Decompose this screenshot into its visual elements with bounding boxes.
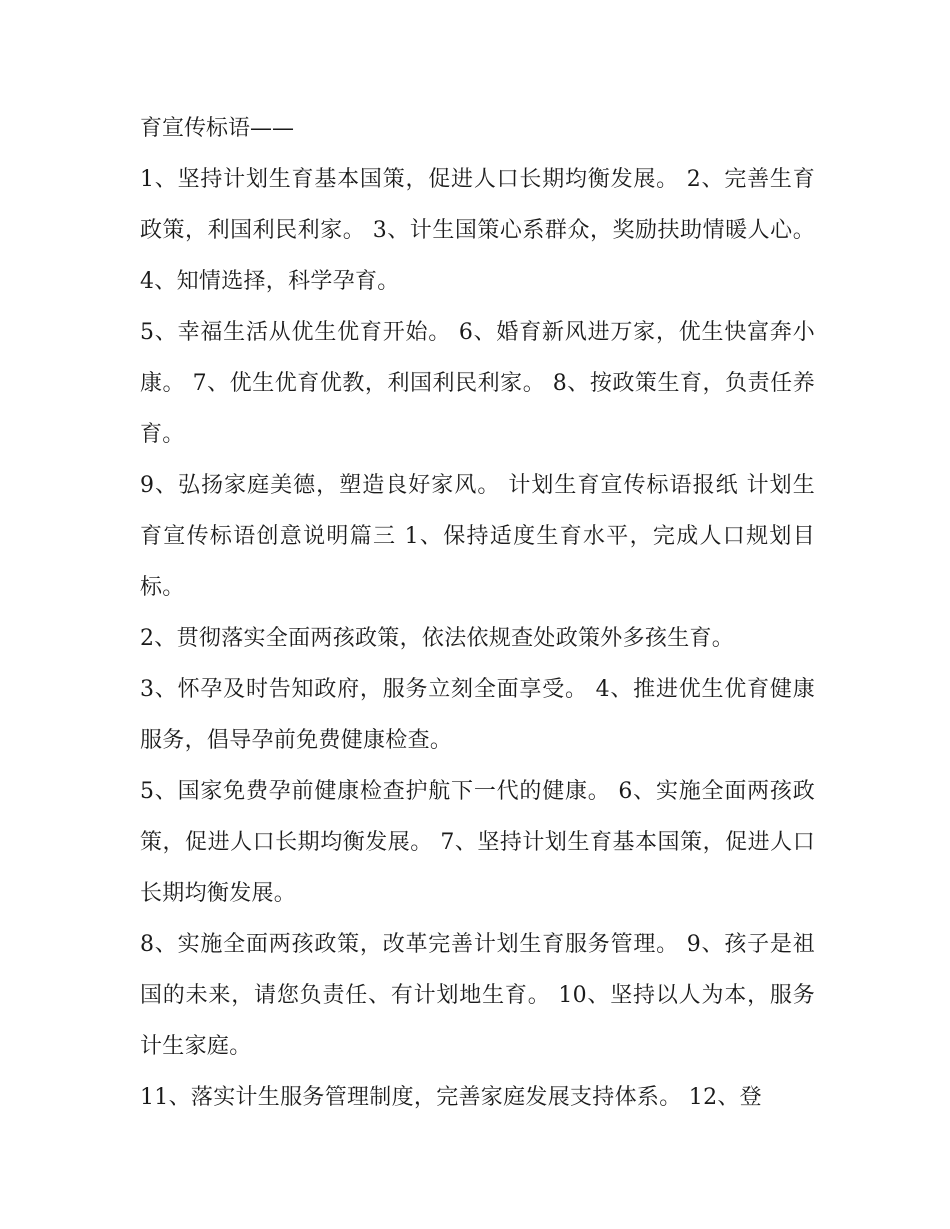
paragraph-7: 8、实施全面两孩政策，改革完善计划生育服务管理。 9、孩子是祖国的未来，请您负责任、有计划地生育。 10、坚持以人为本，服务计生家庭。 xyxy=(140,932,815,1059)
paragraph-6: 5、国家免费孕前健康检查护航下一代的健康。 6、实施全面两孩政策，促进人口长期均衡发展。 7、坚持计划生育基本国策，促进人口长期均衡发展。 xyxy=(140,779,815,906)
paragraph-5: 3、怀孕及时告知政府，服务立刻全面享受。 4、推进优生优育健康服务，倡导孕前免费健康检查。 xyxy=(140,677,815,753)
paragraph-4: 2、贯彻落实全面两孩政策，依法依规查处政策外多孩生育。 xyxy=(140,626,735,651)
paragraph-2: 5、幸福生活从优生优育开始。 6、婚育新风进万家，优生快富奔小康。 7、优生优育优教，利国利民利家。 8、按政策生育，负责任养育。 xyxy=(140,320,815,447)
document-body xyxy=(140,104,815,1123)
document-heading: 育宣传标语—— xyxy=(140,116,295,141)
paragraph-8: 11、落实计生服务管理制度，完善家庭发展支持体系。 12、登 xyxy=(140,1085,762,1110)
paragraph-1: 1、坚持计划生育基本国策，促进人口长期均衡发展。 2、完善生育政策，利国利民利家。 3、计生国策心系群众，奖励扶助情暖人心。 4、知情选择，科学孕育。 xyxy=(140,167,815,294)
paragraph-3: 9、弘扬家庭美德，塑造良好家风。 计划生育宣传标语报纸 计划生育宣传标语创意说明篇三 1、保持适度生育水平，完成人口规划目标。 xyxy=(140,473,815,600)
